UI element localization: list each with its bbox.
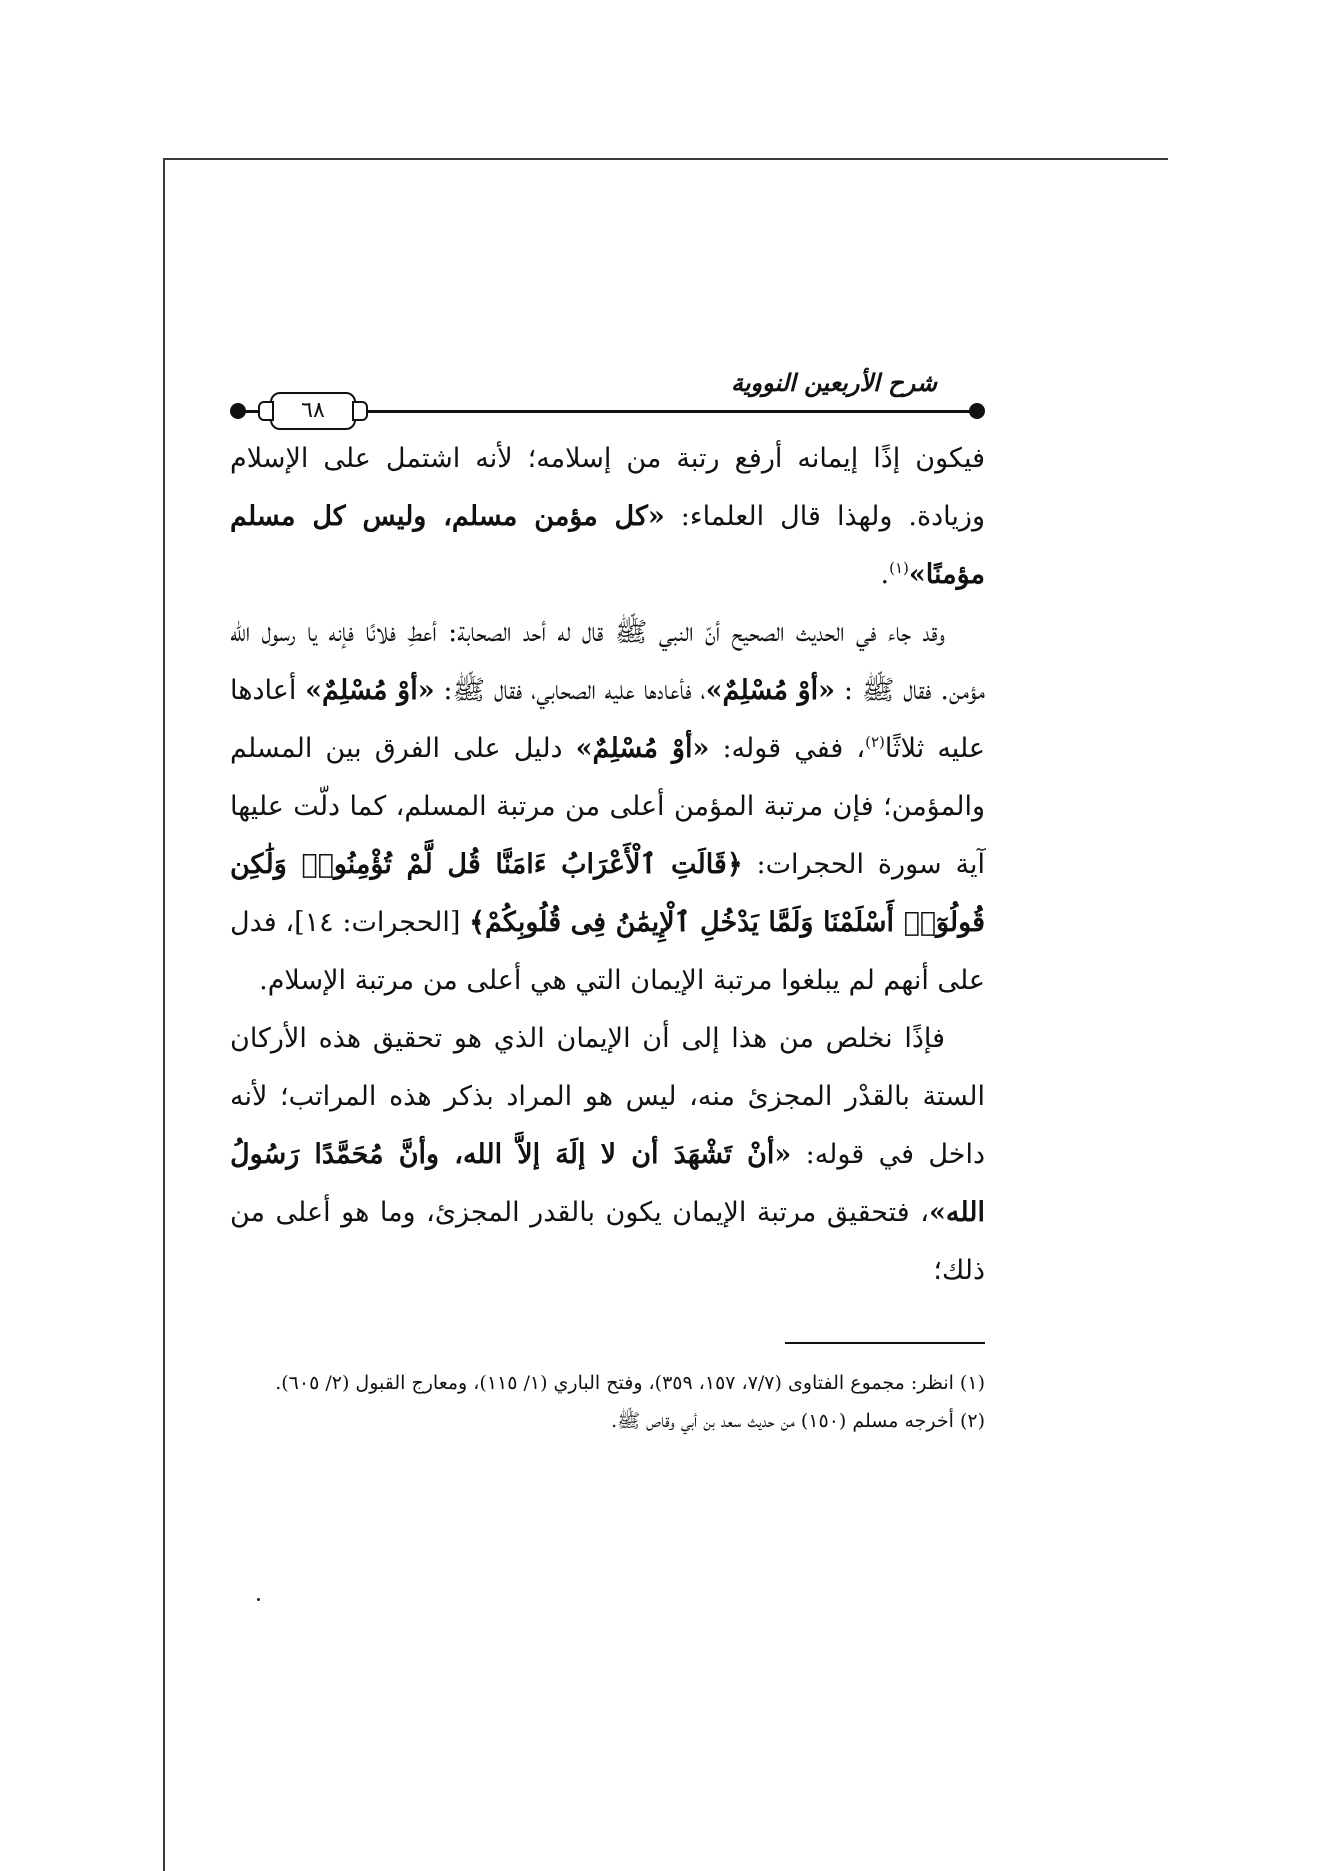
- hadith-quote: «أوْ مُسْلِمٌ»: [705, 675, 836, 706]
- text-run: ، ففي قوله:: [709, 733, 866, 764]
- scan-border-left: [163, 158, 165, 1871]
- text-run: [الحجرات: ١٤]، فدل على أنهم لم يبلغوا مرتبة الإيمان التي هي أعلى من مرتبة الإسلام.: [230, 907, 985, 996]
- quran-verse: ﴿قَالَتِ ٱلْأَعْرَابُ ءَامَنَّا قُل لَّمْ تُؤْمِنُوا۟ وَلَٰكِن قُولُوٓا۟ أَسْلَمْنَا وَلَمَّا يَدْخُلِ ٱلْإِيمَٰنُ فِى قُلُوبِكُمْ﴾: [230, 849, 985, 938]
- footnote-ref-1: (١): [889, 559, 909, 577]
- paragraph-2: [230, 604, 985, 1010]
- paragraph-3: [230, 1010, 985, 1300]
- text-run: فإذًا نخلص من هذا إلى أن الإيمان الذي هو تحقيق هذه الأركان الستة بالقدْر المجزئ منه، ليس هو المراد بذكر هذه المراتب؛ لأنه داخل في قوله:: [230, 1023, 985, 1170]
- hadith-quote: «أوْ مُسْلِمٌ»: [575, 733, 710, 764]
- footnote-separator: [785, 1342, 985, 1344]
- text-run: أعادها عليه ثلاثًا: [230, 675, 985, 764]
- footnote-1: (١) انظر: مجموع الفتاوى (٧/٧، ١٥٧، ٣٥٩)، وفتح الباري (١/ ١١٥)، ومعارج القبول (٢/ ٦٠٥).: [275, 1372, 985, 1394]
- footnote-2: (٢) أخرجه مسلم (١٥٠) من حديث سعد بن أبي وقاص ﷺ.: [611, 1410, 985, 1432]
- text-run: ، فأعادها عليه الصحابي، فقال ﷺ:: [434, 675, 706, 706]
- header-ornament-left: [230, 403, 246, 419]
- page-header: [230, 360, 985, 430]
- text-run: .: [880, 559, 890, 590]
- header-ornament-right: [969, 403, 985, 419]
- text-run: دليل على الفرق بين المسلم والمؤمن؛ فإن مرتبة المؤمن أعلى من مرتبة المسلم، كما دلّت عليها آية سورة الحجرات:: [230, 733, 985, 880]
- scan-border-top: [163, 158, 1168, 160]
- text-run: فيكون إذًا إيمانه أرفع رتبة من إسلامه؛ لأنه اشتمل على الإسلام وزيادة. ولهذا قال العلماء:: [230, 443, 986, 532]
- running-title: شرح الأربعين النووية: [723, 368, 945, 397]
- scholars-quote: «كل مؤمن مسلم، وليس كل مسلم مؤمنًا»: [230, 501, 985, 590]
- page-number: ٦٨: [270, 392, 356, 430]
- hadith-quote: «أوْ مُسْلِمٌ»: [305, 675, 435, 706]
- shahada-quote: «أنْ تَشْهَدَ أن لا إلَهَ إلاَّ الله، وأنَّ مُحَمَّدًا رَسُولُ الله»: [230, 1139, 985, 1228]
- book-page: [230, 360, 985, 1440]
- footnotes: [230, 1364, 985, 1440]
- text-run: ، فتحقيق مرتبة الإيمان يكون بالقدر المجزئ، وما هو أعلى من ذلك؛: [230, 1197, 985, 1286]
- text-run: وقد جاء في الحديث الصحيح أنّ النبي ﷺ قال له أحد الصحابة: أعطِ فلانًا فإنه يا رسول الله مؤمن. فقال ﷺ :: [230, 617, 986, 706]
- paragraph-1: [230, 430, 985, 604]
- scan-speck: [257, 1598, 260, 1601]
- footnote-ref-2: (٢): [865, 733, 885, 751]
- body-text: [230, 430, 985, 1300]
